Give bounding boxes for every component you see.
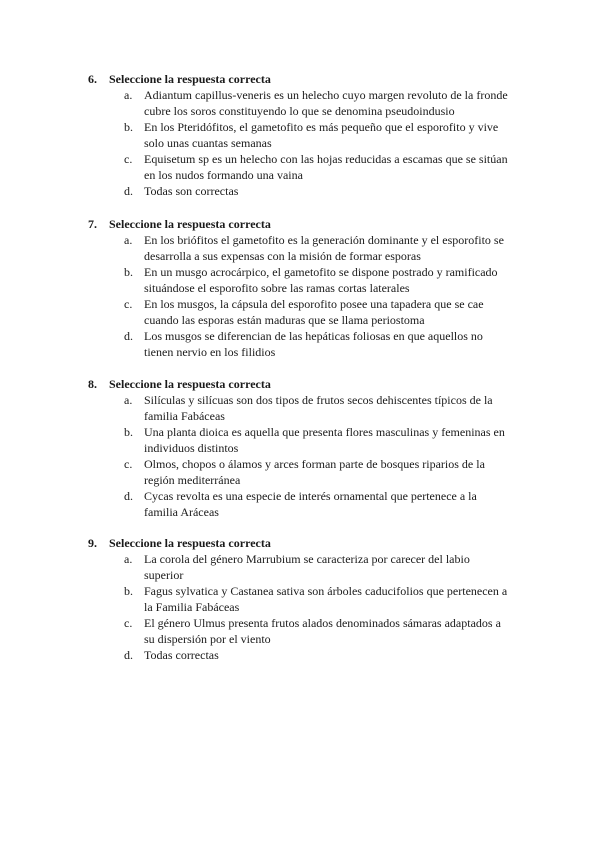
option-d [88,183,528,199]
option-letter: a. [124,393,133,407]
option-letter: a. [124,552,133,566]
option-text: Todas correctas [144,648,219,662]
option-c [88,151,528,183]
question-9 [88,535,528,663]
question-title: Seleccione la respuesta correcta [109,72,271,86]
question-8 [88,376,528,520]
option-text: Equisetum sp es un helecho con las hojas reducidas a escamas que se sitúan en los nudos formando una vaina [144,152,508,182]
option-text: Cycas revolta es una especie de interés ornamental que pertenece a la familia Aráceas [144,489,477,519]
option-text: En los Pteridófitos, el gametofito es más pequeño que el esporofito y vive solo unas cuantas semanas [144,120,499,150]
question-header [88,216,528,232]
option-text: La corola del género Marrubium se caracteriza por carecer del labio superior [144,552,470,582]
option-text: Adiantum capillus-veneris es un helecho cuyo margen revoluto de la fronde cubre los soros constituyendo lo que se denomina pseudoindusio [144,88,508,118]
option-letter: b. [124,120,133,134]
option-text: Silículas y silícuas son dos tipos de frutos secos dehiscentes típicos de la familia Fabáceas [144,393,493,423]
option-c [88,296,528,328]
option-a [88,87,528,119]
question-number: 9. [88,536,97,550]
question-7 [88,216,528,360]
option-letter: c. [124,457,133,471]
option-d [88,328,528,360]
option-text: En un musgo acrocárpico, el gametofito se dispone postrado y ramificado situándose el esporofito sobre las ramas cortas laterales [144,265,498,295]
option-letter: c. [124,616,133,630]
question-6 [88,71,528,199]
question-header [88,376,528,392]
option-d [88,647,528,663]
question-title: Seleccione la respuesta correcta [109,377,271,391]
option-a [88,551,528,583]
option-text: Todas son correctas [144,184,239,198]
option-a [88,392,528,424]
option-b [88,583,528,615]
option-letter: b. [124,425,133,439]
option-text: Olmos, chopos o álamos y arces forman parte de bosques riparios de la región mediterránea [144,457,485,487]
option-text: Los musgos se diferencian de las hepáticas foliosas en que aquellos no tienen nervio en los filidios [144,329,483,359]
option-letter: b. [124,584,133,598]
option-text: Fagus sylvatica y Castanea sativa son árboles caducifolios que pertenecen a la Familia Fabáceas [144,584,508,614]
option-c [88,615,528,647]
question-header [88,71,528,87]
question-title: Seleccione la respuesta correcta [109,217,271,231]
option-d [88,488,528,520]
option-letter: d. [124,184,133,198]
question-number: 6. [88,72,97,86]
option-letter: b. [124,265,133,279]
question-title: Seleccione la respuesta correcta [109,536,271,550]
option-letter: d. [124,648,133,662]
option-text: En los musgos, la cápsula del esporofito posee una tapadera que se cae cuando las esporas están maduras que se llama periostoma [144,297,484,327]
option-letter: d. [124,489,133,503]
option-letter: a. [124,233,133,247]
option-letter: a. [124,88,133,102]
question-number: 8. [88,377,97,391]
option-text: El género Ulmus presenta frutos alados denominados sámaras adaptados a su dispersión por el viento [144,616,501,646]
option-b [88,119,528,151]
option-letter: c. [124,152,133,166]
option-b [88,424,528,456]
option-text: Una planta dioica es aquella que presenta flores masculinas y femeninas en individuos distintos [144,425,505,455]
question-header [88,535,528,551]
option-a [88,232,528,264]
question-number: 7. [88,217,97,231]
option-text: En los briófitos el gametofito es la generación dominante y el esporofito se desarrolla a sus expensas con la misión de formar esporas [144,233,504,263]
option-letter: c. [124,297,133,311]
option-letter: d. [124,329,133,343]
option-b [88,264,528,296]
option-c [88,456,528,488]
